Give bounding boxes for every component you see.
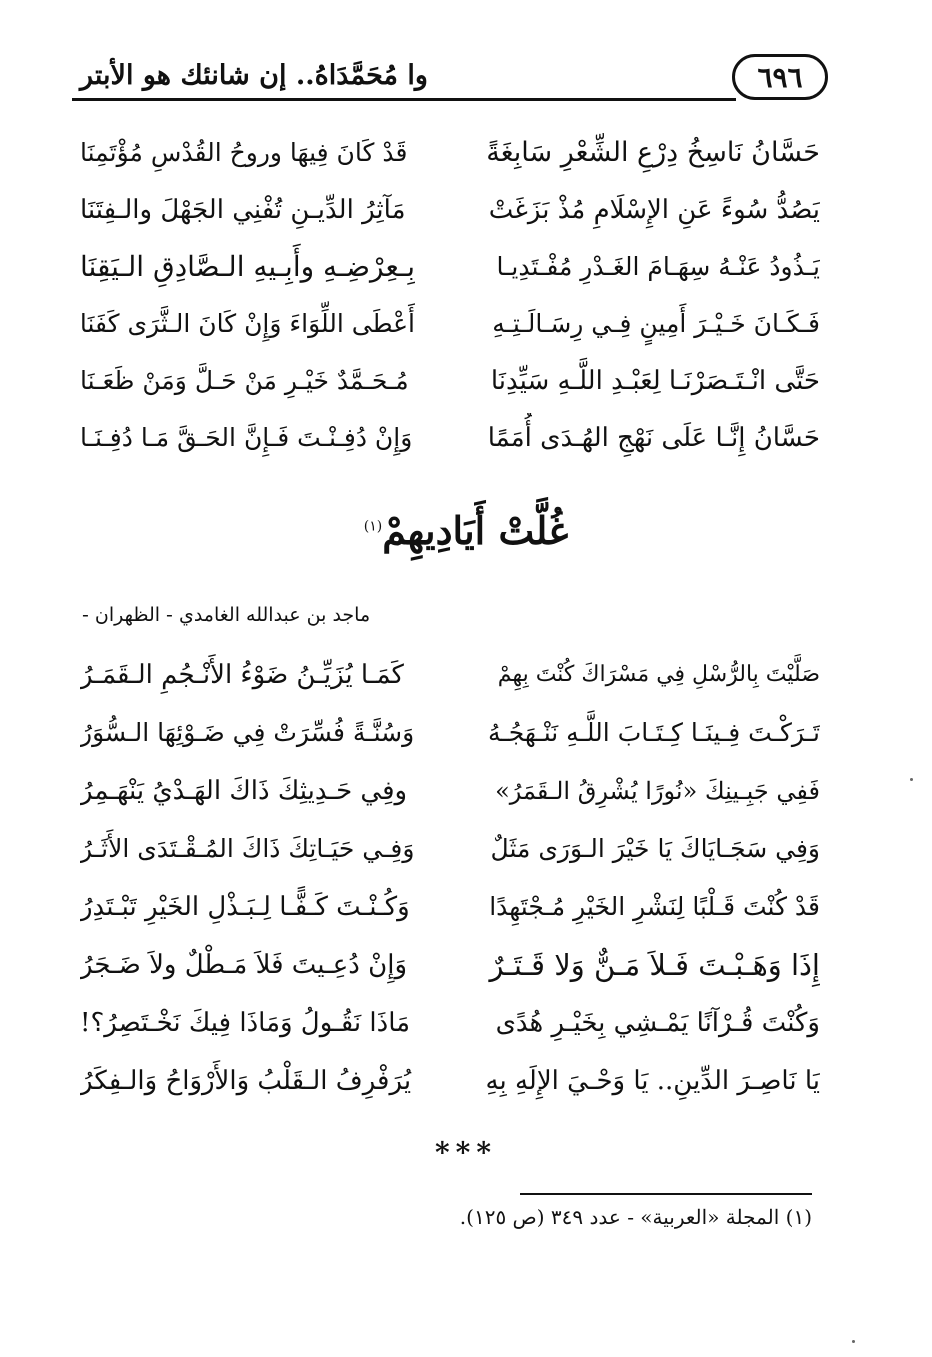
couplet bbox=[80, 185, 820, 242]
first-hemistich: صَلَّيْتَ بِالرُّسْلِ فِي مَسْرَاكَ كُنْتَ بِهِمْ bbox=[497, 662, 820, 687]
first-hemistich: يَصُدُّ سُوءً عَنِ الإِسْلَامِ مُذْ بَزَغَتْ bbox=[488, 195, 820, 225]
first-hemistich: قَدْ كُنْتَ قَـلْبًا لِنَشْرِ الخَيْرِ مُـجْتَهِدًا bbox=[489, 892, 820, 921]
couplet bbox=[80, 824, 820, 882]
page-number: ٦٩٦ bbox=[757, 60, 803, 94]
couplet bbox=[80, 708, 820, 766]
footnote-marker[interactable]: (١) bbox=[363, 518, 383, 535]
second-hemistich: يُرَفْرِفُ الـقَلْبُ وَالأَرْوَاحُ وَالـفِكَرُ bbox=[80, 1066, 412, 1096]
page-number-badge bbox=[732, 54, 828, 100]
couplet bbox=[80, 998, 820, 1056]
footnote: (١) المجلة «العربية» - عدد ٣٤٩ (ص ١٢٥). bbox=[459, 1205, 812, 1229]
second-hemistich: وَفِـي حَيَـاتِكَ ذَاكَ المُـقْـتَدَى الأَثَـرُ bbox=[80, 834, 415, 863]
author-line: ماجد بن عبدالله الغامدي - الظهران - bbox=[82, 604, 371, 626]
first-hemistich: وَفِي سَجَـايَاكَ يَا خَيْرَ الـوَرَى مَثَلٌ bbox=[490, 834, 820, 863]
second-hemistich: مُـحَـمَّدٌ خَيْـرِ مَنْ حَـلَّ وَمَنْ ظَعَـنَا bbox=[80, 366, 409, 395]
couplet bbox=[80, 766, 820, 824]
couplet bbox=[80, 128, 820, 185]
poem-1 bbox=[80, 128, 820, 470]
poem-2 bbox=[80, 650, 820, 1114]
page-header bbox=[72, 52, 828, 104]
second-hemistich: وفِي حَـدِيثِكَ ذَاكَ الهَـدْيُ يَنْهَـمِرُ bbox=[80, 776, 408, 806]
second-hemistich: كَمَـا يُزَيِّـنُ ضَوْءُ الأَنْـجُمِ الـقَمَـرُ bbox=[80, 660, 404, 690]
footnote-divider bbox=[520, 1193, 812, 1195]
first-hemistich: فَـكَـانَ خَـيْـرَ أَمِينٍ فِـي رِسَـالَـتِـهِ bbox=[492, 309, 820, 338]
poem-title-text: غُلَّتْ أَيَادِيهِمْ bbox=[382, 508, 569, 553]
couplet bbox=[80, 356, 820, 413]
first-hemistich: وَكُنْتَ قُـرْآنًا يَمْـشِي بِخَيْـرِ هُدًى bbox=[495, 1008, 820, 1038]
couplet bbox=[80, 242, 820, 299]
first-hemistich: تَـرَكْـتَ فِـينَـا كِـتَـابَ اللَّـهِ نَنْـهَجُـهُ bbox=[488, 718, 820, 747]
couplet bbox=[80, 299, 820, 356]
second-hemistich: وَإِنْ دُفِـنْـتَ فَـإِنَّ الحَـقَّ مَـا دُفِـنَـا bbox=[80, 423, 413, 452]
header-divider bbox=[72, 98, 736, 101]
running-title: وا مُحَمَّدَاهُ.. إن شانئك هو الأبتر bbox=[80, 60, 428, 91]
first-hemistich: حَسَّانُ نَاسِخُ دِرْعِ الشِّعْرِ سَابِغَةً bbox=[486, 137, 820, 168]
first-hemistich: حَسَّانُ إِنَّـا عَلَى نَهْجِ الهُـدَى أُمَمًا bbox=[487, 423, 820, 453]
second-hemistich: وَكُـنْـتَ كَـفًّـا لِـبَـذْلِ الخَيْرِ تَبْـتَدِرُ bbox=[80, 892, 410, 922]
first-hemistich: يَـذُودُ عَنْـهُ سِهَـامَ الغَـدْرِ مُفْـتَدِيـا bbox=[496, 252, 820, 281]
couplet bbox=[80, 1056, 820, 1114]
first-hemistich: إِذَا وَهَـبْـتَ فَـلاَ مَـنٌّ وَلا قَـتَـرٌ bbox=[489, 948, 820, 982]
second-hemistich: قَدْ كَانَ فِيهَا وروحُ القُدْسِ مُؤْتَمِنَا bbox=[80, 138, 408, 167]
poem-title bbox=[0, 508, 932, 553]
second-hemistich: وَسُنَّـةً فُسِّرَتْ فِي ضَـوْئِهَا الـسُّوَرُ bbox=[80, 718, 415, 747]
second-hemistich: مَاذَا نَقُـولُ وَمَاذَا فِيكَ نَخْـتَصِرُ؟! bbox=[80, 1008, 411, 1038]
second-hemistich: بِـعِرْضِـهِ وأَبِـيهِ الـصَّادِقِ الـيَقِنَا bbox=[80, 250, 415, 283]
page-speck bbox=[852, 1340, 855, 1343]
couplet bbox=[80, 882, 820, 940]
couplet bbox=[80, 650, 820, 708]
second-hemistich: مَآثِرُ الدِّيـنِ تُفْنِي الجَهْلَ والـفِتَنَا bbox=[80, 195, 406, 225]
first-hemistich: يَا نَاصِـرَ الدِّينِ.. يَا وَحْـيَ الإِلَهِ بِهِ bbox=[485, 1066, 820, 1096]
page-speck bbox=[910, 778, 913, 781]
couplet bbox=[80, 940, 820, 998]
couplet bbox=[80, 413, 820, 470]
first-hemistich: فَفِي جَبِـينِكَ «نُورًا يُشْرِقُ الـقَمَرُ» bbox=[495, 777, 820, 805]
second-hemistich: أَعْطَى اللِّوَاءَ وَإِنْ كَانَ الـثَّرَى كَفَنَا bbox=[80, 309, 415, 338]
section-separator: *** bbox=[435, 1136, 497, 1169]
second-hemistich: وَإِنْ دُعِـيتَ فَلاَ مَـطْلٌ ولاَ ضَـجَرُ bbox=[80, 950, 407, 980]
first-hemistich: حَتَّى انْـتَـصَرْنَـا لِعَبْـدِ اللَّـهِ سَيِّدِنَا bbox=[490, 366, 820, 396]
